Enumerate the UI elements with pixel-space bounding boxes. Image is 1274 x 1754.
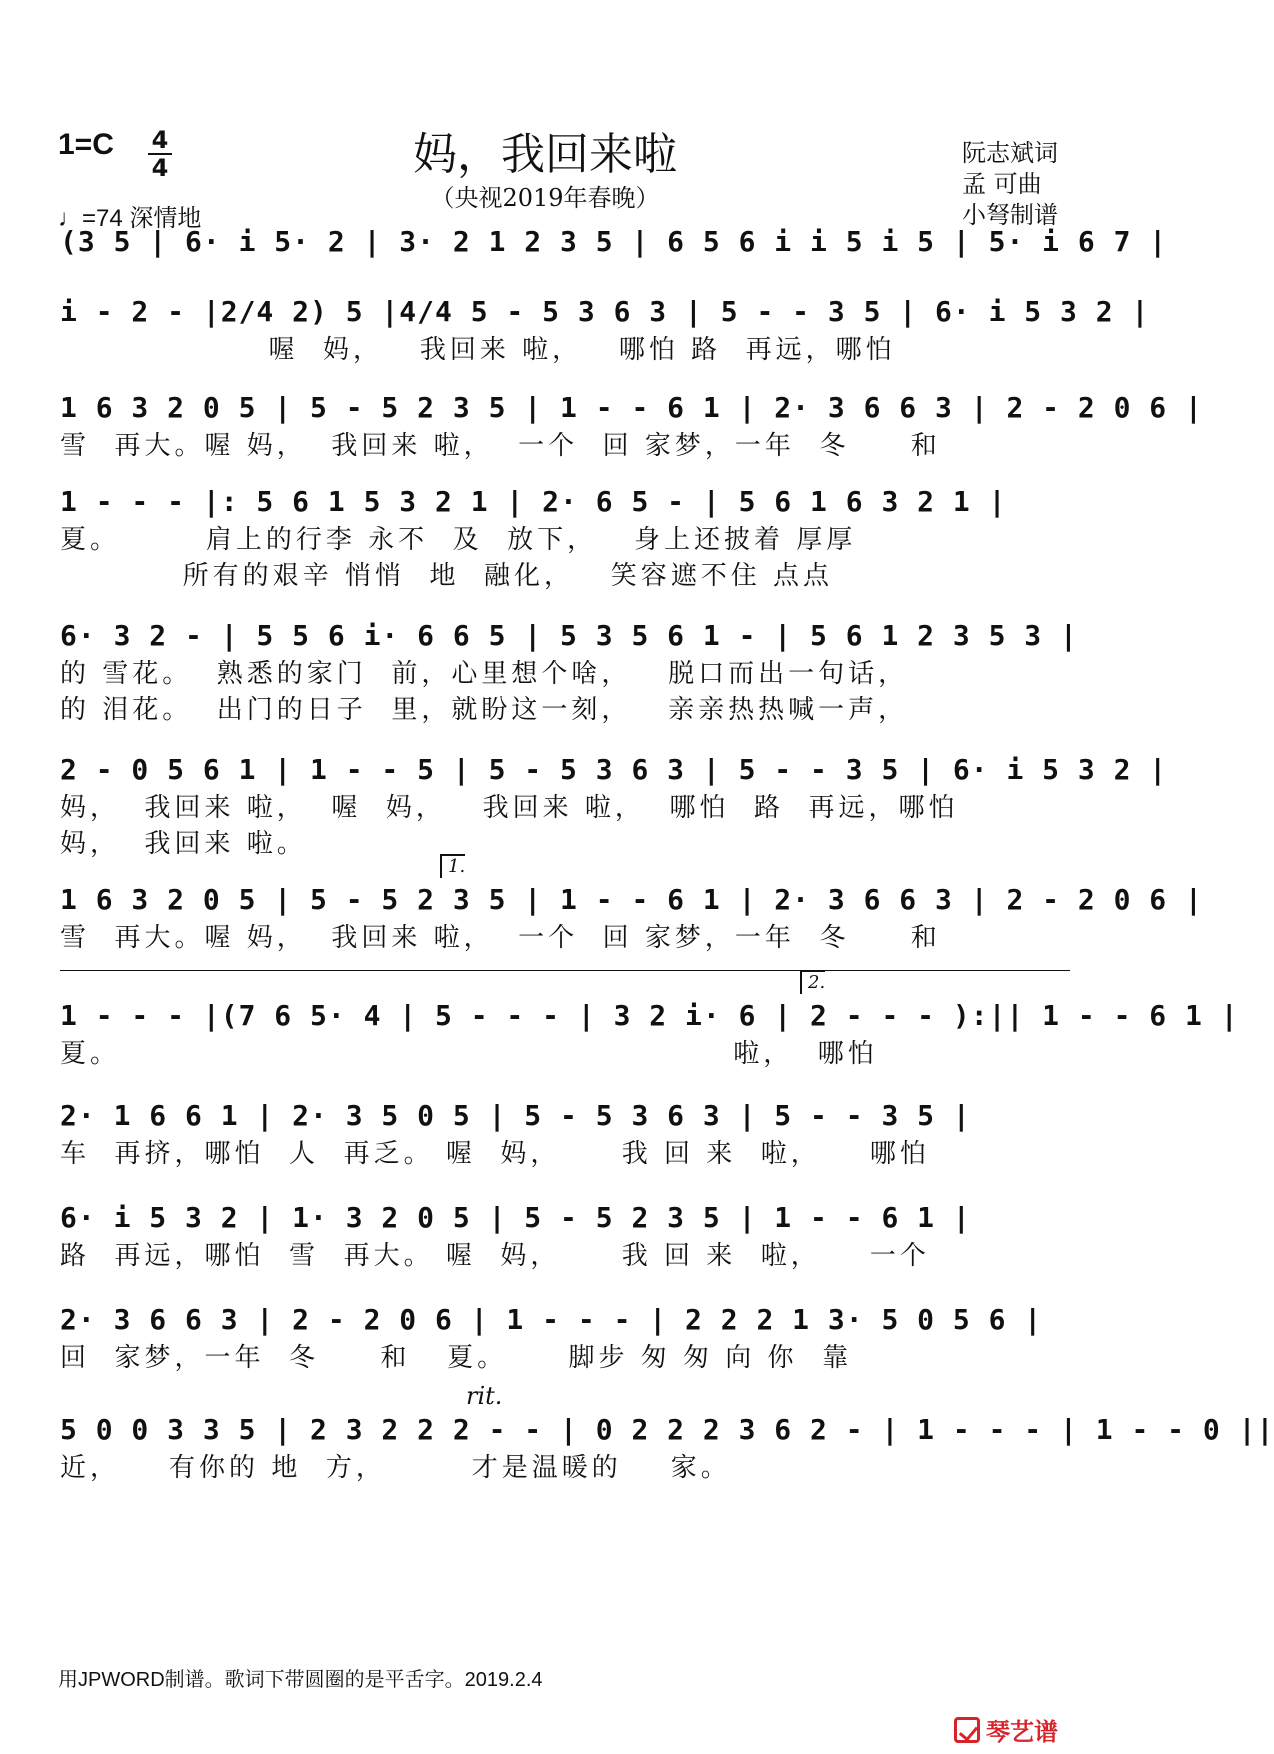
notation-line: 1 - - - |: 5 6 1 5 3 2 1 | 2· 6 5 - | 5 6 1 6 3 2 1 | [60, 485, 1007, 518]
notation-line: 1 - - - |(7 6 5· 4 | 5 - - - | 3 2 i· 6 | 2 - - - ):|| 1 - - 6 1 | [60, 999, 1239, 1032]
song-title: 妈，我回来啦 [413, 129, 677, 180]
site-logo [954, 1712, 1058, 1747]
lyric-line: 雪 再大。喔 妈， 我回来 啦， 一个 回 家梦，一年 冬 和 [60, 431, 941, 461]
score-system [60, 856, 1203, 956]
composer: 孟 可曲 [962, 170, 1042, 198]
logo-text: 琴艺谱 [986, 1719, 1058, 1746]
score-system [60, 1300, 1070, 1376]
notation-line: 2 - 0 5 6 1 | 1 - - 5 | 5 - 5 3 6 3 | 5 - - 3 5 | 6· i 5 3 2 | [60, 753, 1168, 786]
score-system [60, 616, 1078, 728]
tempo-marking: ♩=74 深情地 [58, 205, 202, 232]
score-system [60, 1382, 1274, 1486]
lyric-line: 车 再挤，哪怕 人 再乏。 喔 妈， 我 回 来 啦， 哪怕 [60, 1139, 930, 1169]
lyric-line: 妈， 我回来 啦。 [60, 829, 307, 859]
lyric-line: 喔 妈， 我回来 啦， 哪怕 路 再远，哪怕 [60, 335, 896, 365]
score-system [60, 292, 1150, 368]
arranger: 小弩制谱 [962, 201, 1058, 229]
logo-icon [954, 1717, 980, 1743]
notation-line: 1 6 3 2 0 5 | 5 - 5 2 3 5 | 1 - - 6 1 | 2· 3 6 6 3 | 2 - 2 0 6 | [60, 391, 1203, 424]
notation-line: i - 2 - |2/4 2) 5 |4/4 5 - 5 3 6 3 | 5 - - 3 5 | 6· i 5 3 2 | [60, 295, 1150, 328]
lyric-line: 回 家梦，一年 冬 和 夏。 脚步 匆 匆 向 你 靠 [60, 1343, 853, 1373]
tempo-change-marking: rit. [466, 1382, 503, 1410]
score-system [60, 972, 1239, 1072]
notation-line: (3 5 | 6· i 5· 2 | 3· 2 1 2 3 5 | 6 5 6 i i 5 i 5 | 5· i 6 7 | [60, 225, 1168, 258]
lyricist: 阮志斌词 [962, 139, 1058, 167]
notation-line: 6· 3 2 - | 5 5 6 i· 6 6 5 | 5 3 5 6 1 - | 5 6 1 2 3 5 3 | [60, 619, 1078, 652]
footer-note: 用JPWORD制谱。歌词下带圆圈的是平舌字。2019.2.4 [58, 1669, 543, 1691]
ending-divider [60, 970, 1070, 971]
song-subtitle: （央视2019年春晚） [430, 184, 660, 212]
lyric-line: 妈， 我回来 啦， 喔 妈， 我回来 啦， 哪怕 路 再远，哪怕 [60, 793, 959, 823]
score-system [60, 482, 1070, 594]
volta-bracket: 1. [440, 854, 465, 878]
score-system [60, 222, 1168, 262]
volta-bracket: 2. [800, 970, 825, 994]
lyric-line: 夏。 啦， 哪怕 [60, 1039, 878, 1069]
score-system [60, 1096, 1070, 1172]
time-signature-bottom: 4 [151, 154, 169, 182]
lyric-line: 的 雪花。 熟悉的家门 前，心里想个啥， 脱口而出一句话， [60, 659, 909, 689]
score-system [60, 1198, 1070, 1274]
lyric-line: 近， 有你的 地 方， 才是温暖的 家。 [60, 1453, 731, 1483]
notation-line: 6· i 5 3 2 | 1· 3 2 0 5 | 5 - 5 2 3 5 | 1 - - 6 1 | [60, 1201, 971, 1234]
lyric-line: 雪 再大。喔 妈， 我回来 啦， 一个 回 家梦，一年 冬 和 [60, 923, 941, 953]
time-signature-top: 4 [151, 126, 169, 154]
lyric-line: 所有的艰辛 悄悄 地 融化， 笑容遮不住 点点 [60, 561, 834, 591]
score-system [60, 750, 1168, 862]
score-system [60, 388, 1203, 464]
lyric-line: 夏。 肩上的行李 永不 及 放下， 身上还披着 厚厚 [60, 525, 857, 555]
credits [962, 138, 1058, 231]
notation-line: 2· 3 6 6 3 | 2 - 2 0 6 | 1 - - - | 2 2 2 1 3· 5 0 5 6 | [60, 1303, 1043, 1336]
lyric-line: 路 再远，哪怕 雪 再大。 喔 妈， 我 回 来 啦， 一个 [60, 1241, 930, 1271]
notation-line: 5 0 0 3 3 5 | 2 3 2 2 2 - - | 0 2 2 2 3 6 2 - | 1 - - - | 1 - - 0 || [60, 1413, 1274, 1446]
notation-line: 1 6 3 2 0 5 | 5 - 5 2 3 5 | 1 - - 6 1 | 2· 3 6 6 3 | 2 - 2 0 6 | [60, 883, 1203, 916]
notation-line: 2· 1 6 6 1 | 2· 3 5 0 5 | 5 - 5 3 6 3 | 5 - - 3 5 | [60, 1099, 971, 1132]
lyric-line: 的 泪花。 出门的日子 里，就盼这一刻， 亲亲热热喊一声， [60, 695, 909, 725]
key-signature: 1=C [58, 128, 114, 161]
